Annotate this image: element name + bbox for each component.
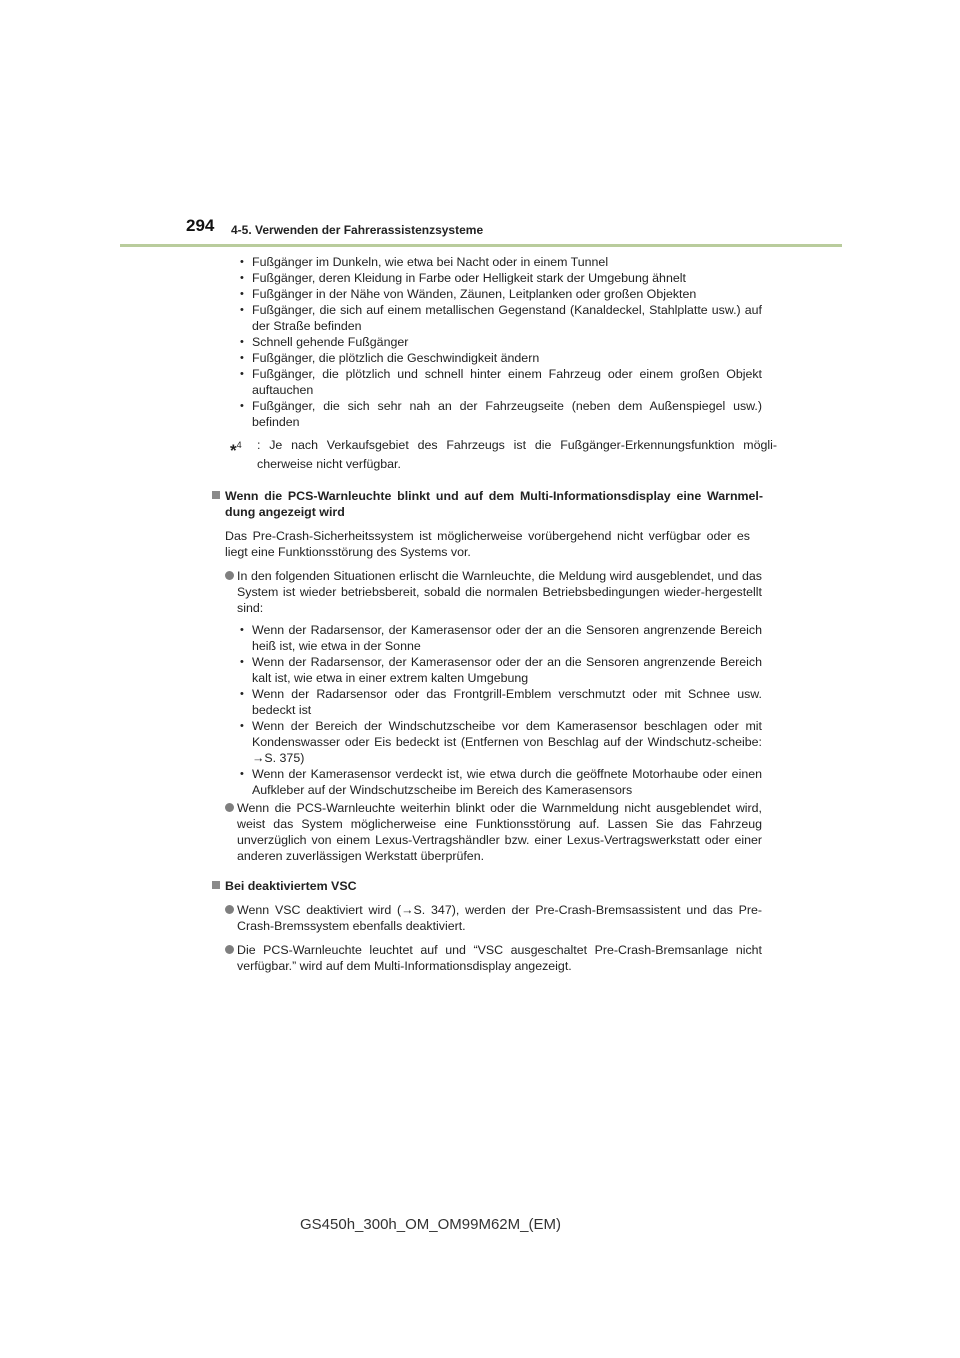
circle-bullet-icon [225, 571, 234, 580]
section-heading-warning-light: Wenn die PCS-Warnleuchte blinkt und auf dem Multi-Informationsdisplay eine Warnmel-dung angezeigt wird [212, 488, 763, 520]
circle-point: Die PCS-Warnleuchte leuchtet auf und “VSC ausgeschaltet Pre-Crash-Bremsanlage nicht verfügbar.” wird auf dem Multi-Informationsdisplay angezeigt. [225, 942, 762, 974]
square-bullet-icon [212, 881, 220, 889]
list-item: • Fußgänger, die plötzlich und schnell hinter einem Fahrzeug oder einem großen Objekt auftauchen [240, 366, 762, 398]
list-item: • Fußgänger, deren Kleidung in Farbe oder Helligkeit stark der Umgebung ähnelt [240, 270, 762, 286]
circle-bullet-icon [225, 803, 234, 812]
square-bullet-icon [212, 491, 220, 499]
section-title: 4-5. Verwenden der Fahrerassistenzsysteme [231, 223, 484, 237]
list-item: • Wenn der Radarsensor oder das Frontgrill-Emblem verschmutzt oder mit Schnee usw. bedeckt ist [240, 686, 762, 718]
page-content [0, 254, 960, 974]
list-item: • Wenn der Kamerasensor verdeckt ist, wie etwa durch die geöffnete Motorhaube oder einen Aufkleber auf der Windschutzscheibe im Bereich des Kamerasensors [240, 766, 762, 798]
list-item: • Wenn der Radarsensor, der Kamerasensor oder der an die Sensoren angrenzende Bereich heiß ist, wie etwa in der Sonne [240, 622, 762, 654]
list-item: • Fußgänger, die plötzlich die Geschwindigkeit ändern [240, 350, 762, 366]
page-header [0, 0, 960, 250]
page-number: 294 [186, 216, 215, 235]
circle-point: In den folgenden Situationen erlischt die Warnleuchte, die Meldung wird ausgeblendet, und das System ist wieder betriebsbereit, sobald die normalen Betriebsbedingungen wieder-hergestellt sind: [225, 568, 762, 616]
circle-point: Wenn VSC deaktiviert wird (→S. 347), werden der Pre-Crash-Bremsassistent und das Pre-Crash-Bremssystem ebenfalls deaktiviert. [225, 902, 762, 934]
footnote-text: : Je nach Verkaufsgebiet des Fahrzeugs ist die Fußgänger-Erkennungsfunktion mögli-cherweise nicht verfügbar. [257, 438, 777, 471]
list-item: • Fußgänger im Dunkeln, wie etwa bei Nacht oder in einem Tunnel [240, 254, 762, 270]
section-intro: Das Pre-Crash-Sicherheitssystem ist möglicherweise vorübergehend nicht verfügbar oder es liegt eine Funktionsstörung des Systems vor. [225, 529, 750, 559]
circle-bullet-icon [225, 905, 234, 914]
pedestrian-limitations-list [0, 254, 960, 430]
footnote-marker: *$^4$ [230, 440, 242, 461]
circle-point: Wenn die PCS-Warnleuchte weiterhin blinkt oder die Warnmeldung nicht ausgeblendet wird, weist das System möglicherweise eine Funktionsstörung auf. Lassen Sie das Fahrzeug unverzüglich von einem Lexus-Vertragshändler bzw. einer Lexus-Vertragswerkstatt oder einer anderen zuverlässigen Werkstatt überprüfen. [225, 800, 762, 864]
list-item: • Wenn der Radarsensor, der Kamerasensor oder der an die Sensoren angrenzende Bereich kalt ist, wie etwa in einer extrem kalten Umgebung [240, 654, 762, 686]
circle-bullet-icon [225, 945, 234, 954]
list-item: • Fußgänger in der Nähe von Wänden, Zäunen, Leitplanken oder großen Objekten [240, 286, 762, 302]
model-code-footer: GS450h_300h_OM_OM99M62M_(EM) [300, 1216, 561, 1233]
list-item: • Fußgänger, die sich sehr nah an der Fahrzeugseite (neben dem Außenspiegel usw.) befinden [240, 398, 762, 430]
sensor-conditions-list [0, 622, 960, 798]
list-item: • Fußgänger, die sich auf einem metallischen Gegenstand (Kanaldeckel, Stahlplatte usw.) auf der Straße befinden [240, 302, 762, 334]
footnote [230, 436, 777, 474]
list-item: • Wenn der Bereich der Windschutzscheibe vor dem Kamerasensor beschlagen oder mit Kondenswasser oder Eis bedeckt ist (Entfernen von Beschlag auf der Windschutz-scheibe: →S. 375) [240, 718, 762, 766]
list-item: • Schnell gehende Fußgänger [240, 334, 762, 350]
section-heading-vsc: Bei deaktiviertem VSC [212, 878, 763, 894]
header-rule [120, 244, 842, 247]
